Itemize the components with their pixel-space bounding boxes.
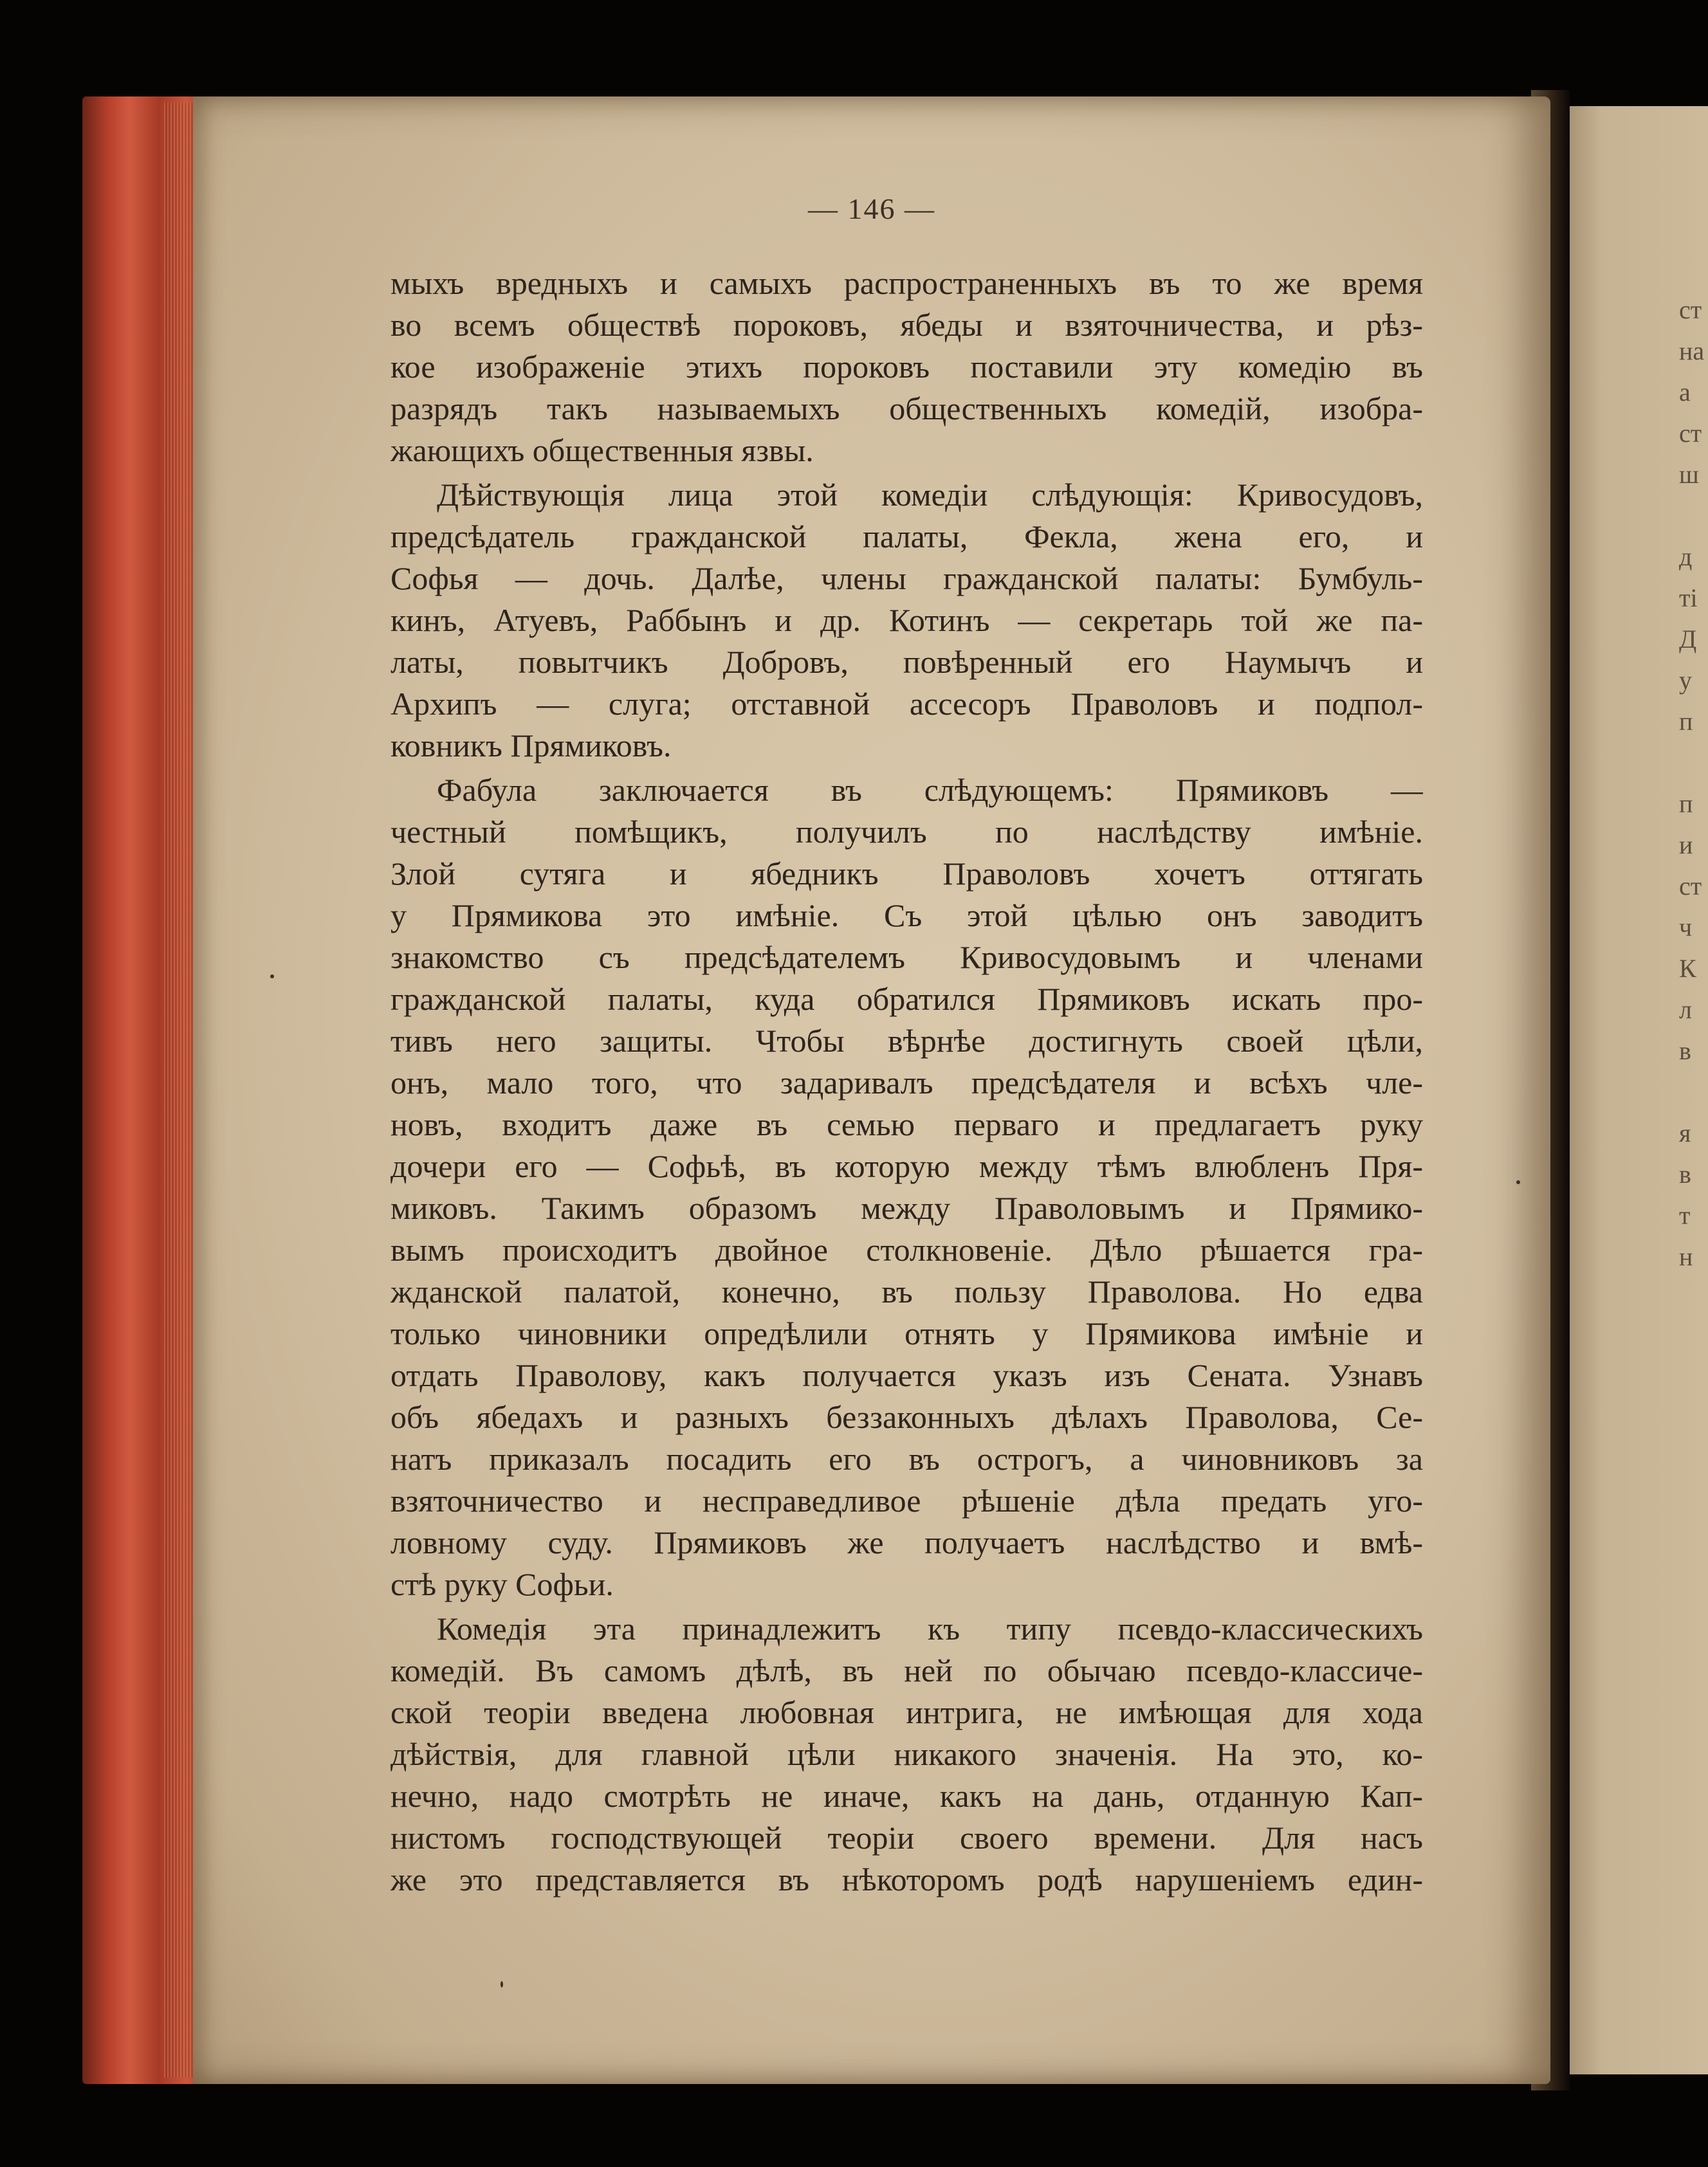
facing-page-fragment: а (1679, 378, 1691, 407)
paper-speck (1516, 1180, 1520, 1184)
text-line: нечно, надо смотрѣть не иначе, какъ на дань, отданную Кап- (390, 1778, 1423, 1814)
text-line: натъ приказалъ посадить его въ острогъ, а чиновниковъ за (390, 1441, 1423, 1477)
facing-page-fragment: К (1679, 954, 1696, 983)
text-line: Дѣйствующія лица этой комедіи слѣдующія: Кривосудовъ, (437, 477, 1423, 513)
text-line: Фабула заключается въ слѣдующемъ: Прямиковъ — (437, 772, 1423, 808)
paper-speck (500, 1981, 503, 1988)
paragraph (390, 474, 1423, 767)
facing-page-fragment (1679, 1072, 1708, 1113)
paragraph (390, 769, 1423, 1605)
text-line: дочери его — Софьѣ, въ которую между тѣмъ влюбленъ Пря- (390, 1148, 1423, 1184)
facing-page-fragment: и (1679, 830, 1693, 859)
text-line: тивъ него защиты. Чтобы вѣрнѣе достигнуть своей цѣли, (390, 1023, 1423, 1059)
facing-page-fragment (1679, 742, 1708, 783)
text-line: только чиновники опредѣлили отнять у Прямикова имѣніе и (390, 1315, 1423, 1351)
text-line: онъ, мало того, что задаривалъ предсѣдателя и всѣхъ чле- (390, 1065, 1423, 1101)
text-line: дѣйствія, для главной цѣли никакого значенія. На это, ко- (390, 1736, 1423, 1772)
facing-page-fragment: ст (1679, 872, 1702, 901)
facing-page-fragment: в (1679, 1160, 1691, 1189)
text-line: Софья — дочь. Далѣе, члены гражданской палаты: Бумбуль- (390, 560, 1423, 596)
page-number: — 146 — (808, 192, 935, 225)
facing-page-fragment: на (1679, 336, 1705, 365)
text-line: Злой сутяга и ябедникъ Праволовъ хочетъ оттягать (390, 855, 1423, 891)
text-line: жданской палатой, конечно, въ пользу Праволова. Но едва (390, 1274, 1423, 1310)
page-body-text (390, 262, 1423, 1901)
text-line: миковъ. Такимъ образомъ между Праволовымъ и Прямико- (390, 1190, 1423, 1226)
text-line: Архипъ — слуга; отставной ассесоръ Праволовъ и подпол- (390, 686, 1423, 722)
text-line: стѣ руку Софьи. (390, 1566, 614, 1602)
text-line: у Прямикова это имѣніе. Съ этой цѣлью онъ заводитъ (390, 897, 1423, 933)
facing-page-fragment: у (1679, 666, 1692, 695)
text-line: жающихъ общественныя язвы. (390, 432, 814, 468)
text-line: отдать Праволову, какъ получается указъ изъ Сената. Узнавъ (390, 1357, 1423, 1393)
facing-page-text-fragments (1679, 289, 1708, 1277)
text-line: же это представляется въ нѣкоторомъ родѣ нарушеніемъ един- (390, 1861, 1423, 1897)
text-line: знакомство съ предсѣдателемъ Кривосудовымъ и членами (390, 939, 1423, 975)
facing-page-fragment: Д (1679, 625, 1697, 654)
text-line: нистомъ господствующей теоріи своего времени. Для насъ (390, 1820, 1423, 1856)
facing-page-fragment: ш (1679, 460, 1699, 489)
text-line: предсѣдатель гражданской палаты, Фекла, жена его, и (390, 518, 1423, 554)
text-line: кинъ, Атуевъ, Раббынъ и др. Котинъ — секретарь той же па- (390, 602, 1423, 638)
text-line: честный помѣщикъ, получилъ по наслѣдству имѣніе. (390, 814, 1423, 850)
text-line: объ ябедахъ и разныхъ беззаконныхъ дѣлахъ Праволова, Се- (390, 1399, 1423, 1435)
facing-page-fragment: п (1679, 789, 1693, 818)
facing-page-fragment: в (1679, 1036, 1691, 1065)
facing-page-fragment: ст (1679, 419, 1702, 448)
text-line: комедій. Въ самомъ дѣлѣ, въ ней по обычаю псевдо-классиче- (390, 1652, 1423, 1688)
facing-page-fragment: т (1679, 1201, 1691, 1230)
text-line: кое изображеніе этихъ пороковъ поставили эту комедію въ (390, 349, 1423, 385)
facing-page-fragment: д (1679, 542, 1693, 571)
paper-speck (270, 974, 274, 978)
facing-page-fragment: ті (1679, 583, 1698, 612)
text-line: мыхъ вредныхъ и самыхъ распространенныхъ въ то же время (390, 265, 1423, 301)
text-line: во всемъ обществѣ пороковъ, ябеды и взяточничества, и рѣз- (390, 307, 1423, 343)
paragraph (390, 262, 1423, 471)
text-line: Комедія эта принадлежитъ къ типу псевдо-классическихъ (437, 1611, 1423, 1647)
text-line: латы, повытчикъ Добровъ, повѣренный его Наумычъ и (390, 644, 1423, 680)
paragraph (390, 1608, 1423, 1901)
facing-page-fragment: л (1679, 995, 1692, 1024)
text-line: гражданской палаты, куда обратился Прямиковъ искать про- (390, 981, 1423, 1017)
facing-page-fragment: п (1679, 707, 1693, 736)
facing-page-fragment: н (1679, 1242, 1693, 1271)
facing-page-fragment: ч (1679, 913, 1693, 942)
text-line: ловному суду. Прямиковъ же получаетъ наслѣдство и вмѣ- (390, 1524, 1423, 1560)
facing-page-fragment: я (1679, 1119, 1691, 1148)
text-line: вымъ происходитъ двойное столкновеніе. Дѣло рѣшается гра- (390, 1232, 1423, 1268)
text-line: новъ, входитъ даже въ семью перваго и предлагаетъ руку (390, 1106, 1423, 1142)
facing-page-fragment (1679, 495, 1708, 536)
facing-page-fragment: ст (1679, 295, 1702, 324)
text-line: ковникъ Прямиковъ. (390, 727, 672, 763)
text-line: ской теоріи введена любовная интрига, не имѣющая для хода (390, 1694, 1423, 1730)
text-line: взяточничество и несправедливое рѣшеніе дѣла предать уго- (390, 1483, 1423, 1519)
text-line: разрядъ такъ называемыхъ общественныхъ комедій, изобра- (390, 390, 1423, 426)
